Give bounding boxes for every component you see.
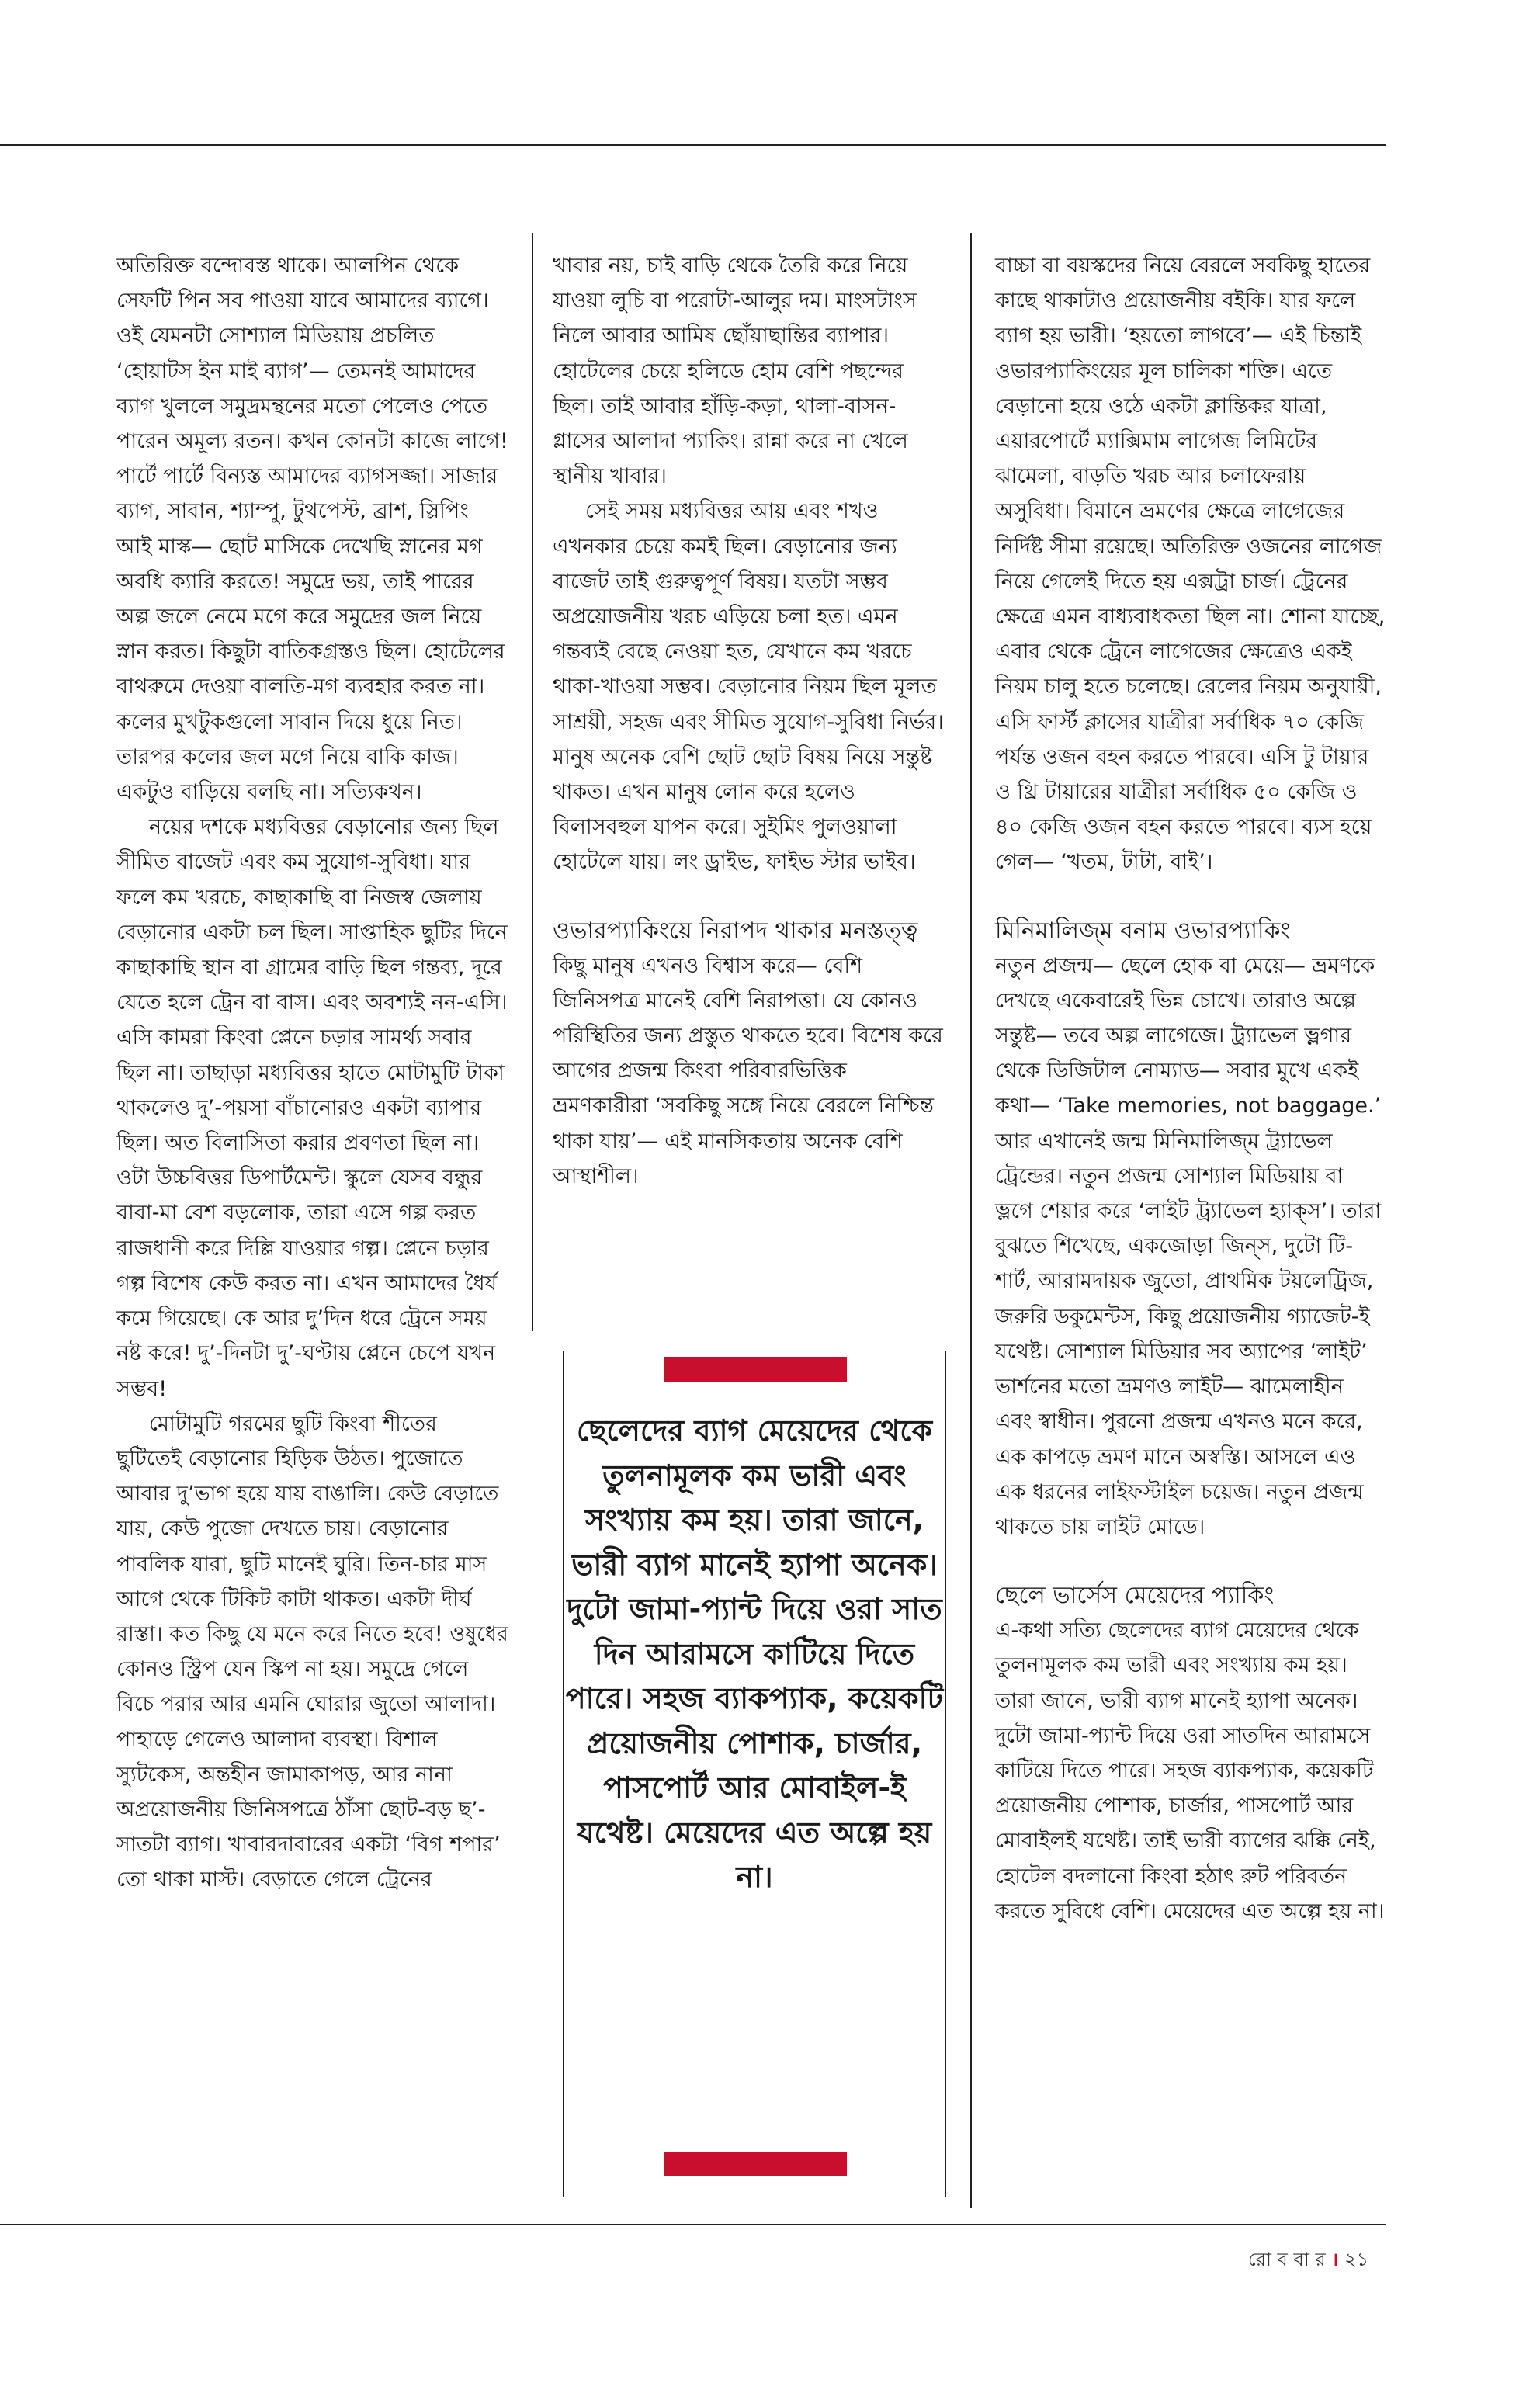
article-column-3 xyxy=(995,248,1386,1929)
section-heading: ছেলে ভার্সেস মেয়েদের প্যাকিং xyxy=(995,1582,1275,1610)
body-paragraph: মোটামুটি গরমের ছুটি কিংবা শীতের ছুটিতেই বেড়ানোর হিড়িক উঠত। পুজোতে আবার দু’ভাগ হয়ে যায় বাঙালি। কেউ বেড়াতে যায়, কেউ পুজো দেখতে চায়। বেড়ানোর পাবলিক যারা, ছুটি মানেই ঘুরি। তিন-চার মাস আগে থেকে টিকিট কাটা থাকত। একটা দীর্ঘ রাস্তা। কত কিছু যে মনে করে নিতে হবে! ওষুধের কোনও স্ট্রিপ যেন স্কিপ না হয়। সমুদ্রে গেলে বিচে পরার আর এমনি ঘোরার জুতো আলাদা। পাহাড়ে গেলেও আলাদা ব্যবস্থা। বিশাল স্যুটকেস, অন্তহীন জামাকাপড়, আর নানা অপ্রয়োজনীয় জিনিসপত্রে ঠাঁসা ছোট-বড় ছ’-সাতটা ব্যাগ। খাবারদাবারের একটা ‘বিগ শপার’ তো থাকা মাস্ট। বেড়াতে গেলে ট্রেনের xyxy=(116,1411,508,1892)
section-heading: মিনিমালিজ্‌ম বনাম ওভারপ্যাকিং xyxy=(995,917,1291,945)
pull-quote-box xyxy=(563,1351,946,2197)
body-paragraph: খাবার নয়, চাই বাড়ি থেকে তৈরি করে নিয়ে যাওয়া লুচি বা পরোটা-আলুর দম। মাংসটাংস নিলে আবার আমিষ ছোঁয়াছান্তির ব্যাপার। হোটেলের চেয়ে হলিডে হোম বেশি পছন্দের ছিল। তাই আবার হাঁড়ি-কড়া, থালা-বাসন-গ্লাসের আলাদা প্যাকিং। রান্না করে না খেলে স্থানীয় খাবার। xyxy=(553,254,917,489)
pull-quote-top-bar xyxy=(664,1357,847,1382)
page-number: ২১ xyxy=(1344,2249,1369,2270)
top-rule xyxy=(0,144,1386,146)
pull-quote-bottom-bar xyxy=(664,2152,847,2176)
footer-separator: । xyxy=(1331,2249,1339,2270)
body-paragraph: নয়ের দশকে মধ্যবিত্তর বেড়ানোর জন্য ছিল সীমিত বাজেট এবং কম সুযোগ-সুবিধা। যার ফলে কম খরচে, কাছাকাছি বা নিজস্ব জেলায় বেড়ানোর একটা চল ছিল। সাপ্তাহিক ছুটির দিনে কাছাকাছি স্থান বা গ্রামের বাড়ি ছিল গন্তব্য, দূরে যেতে হলে ট্রেন বা বাস। এবং অবশ্যই নন-এসি। এসি কামরা কিংবা প্লেনে চড়ার সামর্থ্য সবার ছিল না। তাছাড়া মধ্যবিত্তর হাতে মোটামুটি টাকা থাকলেও দু’-পয়সা বাঁচানোরও একটা ব্যাপার ছিল। অত বিলাসিতা করার প্রবণতা ছিল না। ওটা উচ্চবিত্তর ডিপার্টমেন্ট। স্কুলে যেসব বন্ধুর বাবা-মা বেশ বড়লোক, তারা এসে গল্প করত রাজধানী করে দিল্লি যাওয়ার গল্প। প্লেনে চড়ার গল্প বিশেষ কেউ করত না। এখন আমাদের ধৈর্য কমে গিয়েছে। কে আর দু’দিন ধরে ট্রেনে সময় নষ্ট করে! দু’-দিনটা দু’-ঘণ্টায় প্লেনে চেপে যখন সম্ভব! xyxy=(116,815,508,1401)
spacer xyxy=(553,880,949,914)
spacer xyxy=(995,880,1386,914)
magazine-name: রো ব বা র xyxy=(1248,2249,1326,2270)
body-paragraph: বাচ্চা বা বয়স্কদের নিয়ে বেরলে সবকিছু হাতের কাছে থাকাটাও প্রয়োজনীয় বইকি। যার ফলে ব্যাগ হয় ভারী। ‘হয়তো লাগবে’— এই চিন্তাই ওভারপ্যাকিংয়ের মূল চালিকা শক্তি। এতে বেড়ানো হয়ে ওঠে একটা ক্লান্তিকর যাত্রা, এয়ারপোর্টে ম্যাক্সিমাম লাগেজ লিমিটের ঝামেলা, বাড়তি খরচ আর চলাফেরায় অসুবিধা। বিমানে ভ্রমণের ক্ষেত্রে লাগেজের নির্দিষ্ট সীমা রয়েছে। অতিরিক্ত ওজনের লাগেজ নিয়ে গেলেই দিতে হয় এক্সট্রা চার্জ। ট্রেনের ক্ষেত্রে এমন বাধ্যবাধকতা ছিল না। শোনা যাচ্ছে, এবার থেকে ট্রেনে লাগেজের ক্ষেত্রেও একই নিয়ম চালু হতে চলেছে। রেলের নিয়ম অনুযায়ী, এসি ফার্স্ট ক্লাসের যাত্রীরা সর্বাধিক ৭০ কেজি পর্যন্ত ওজন বহন করতে পারবে। এসি টু টায়ার ও থ্রি টায়ারের যাত্রীরা সর্বাধিক ৫০ কেজি ও ৪০ কেজি ওজন বহন করতে পারবে। ব্যস হয়ে গেল— ‘খতম, টাটা, বাই’। xyxy=(995,254,1386,875)
article-column-1 xyxy=(116,248,508,1898)
page-footer xyxy=(1248,2246,1368,2277)
pull-quote-text: ছেলেদের ব্যাগ মেয়েদের থেকে তুলনামূলক কম ভারী এবং সংখ্যায় কম হয়। তারা জানে, ভারী ব্যাগ মানেই হ্যাপা অনেক। দুটো জামা-প্যান্ট দিয়ে ওরা সাত দিন আরামসে কাটিয়ে দিতে পারে। সহজ ব্যাকপ্যাক, কয়েকটি প্রয়োজনীয় পোশাক, চার্জার, পাসপোর্ট আর মোবাইল-ই যথেষ্ট। মেয়েদের এত অল্পে হয় না। xyxy=(565,1413,944,1894)
section-heading: ওভারপ্যাকিংয়ে নিরাপদ থাকার মনস্তত্ত্ব xyxy=(553,917,918,945)
spacer xyxy=(995,1545,1386,1579)
column-divider xyxy=(970,233,972,2208)
body-paragraph: কিছু মানুষ এখনও বিশ্বাস করে— বেশি জিনিসপত্র মানেই বেশি নিরাপত্তা। যে কোনও পরিস্থিতির জন্য প্রস্তুত থাকতে হবে। বিশেষ করে আগের প্রজন্ম কিংবা পরিবারভিত্তিক ভ্রমণকারীরা ‘সবকিছু সঙ্গে নিয়ে বেরলে নিশ্চিন্ত থাকা যায়’— এই মানসিকতায় অনেক বেশি আস্থাশীল। xyxy=(553,953,943,1188)
column-divider xyxy=(532,233,533,1331)
body-paragraph: সেই সময় মধ্যবিত্তর আয় এবং শখও এখনকার চেয়ে কমই ছিল। বেড়ানোর জন্য বাজেট তাই গুরুত্বপূর্ণ বিষয়। যতটা সম্ভব অপ্রয়োজনীয় খরচ এড়িয়ে চলা হত। এমন গন্তব্যই বেছে নেওয়া হত, যেখানে কম খরচে থাকা-খাওয়া সম্ভব। বেড়ানোর নিয়ম ছিল মূলত সাশ্রয়ী, সহজ এবং সীমিত সুযোগ-সুবিধা নির্ভর। মানুষ অনেক বেশি ছোট ছোট বিষয় নিয়ে সন্তুষ্ট থাকত। এখন মানুষ লোন করে হলেও বিলাসবহুল যাপন করে। সুইমিং পুলওয়ালা হোটেলে যায়। লং ড্রাইভ, ফাইভ স্টার ভাইব। xyxy=(553,499,944,875)
body-paragraph: নতুন প্রজন্ম— ছেলে হোক বা মেয়ে— ভ্রমণকে দেখছে একেবারেই ভিন্ন চোখে। তারাও অল্পে সন্তুষ্ট— তবে অল্প লাগেজে। ট্র্যাভেল ভ্লগার থেকে ডিজিটাল নোম্যাড— সবার মুখে একই কথা— ‘Take memories, not baggage.’ আর এখানেই জন্ম মিনিমালিজ্‌ম ট্র্যাভেল ট্রেন্ডের। নতুন প্রজন্ম সোশ্যাল মিডিয়ায় বা ভ্লগে শেয়ার করে ‘লাইট ট্র্যাভেল হ্যাক্‌স’। তারা বুঝতে শিখেছে, একজোড়া জিন্‌স, দুটো টি-শার্ট, আরামদায়ক জুতো, প্রাথমিক টয়লেট্রিজ, জরুরি ডকুমেন্টস, কিছু প্রয়োজনীয় গ্যাজেট-ই যথেষ্ট। সোশ্যাল মিডিয়ার সব অ্যাপের ‘লাইট’ ভার্শনের মতো ভ্রমণও লাইট— ঝামেলাহীন এবং স্বাধীন। পুরনো প্রজন্ম এখনও মনে করে, এক কাপড়ে ভ্রমণ মানে অস্বস্তি। আসলে এও এক ধরনের লাইফস্টাইল চয়েজ। নতুন প্রজন্ম থাকতে চায় লাইট মোডে। xyxy=(995,953,1382,1539)
body-paragraph: এ-কথা সত্যি ছেলেদের ব্যাগ মেয়েদের থেকে তুলনামূলক কম ভারী এবং সংখ্যায় কম হয়। তারা জানে, ভারী ব্যাগ মানেই হ্যাপা অনেক। দুটো জামা-প্যান্ট দিয়ে ওরা সাতদিন আরামসে কাটিয়ে দিতে পারে। সহজ ব্যাকপ্যাক, কয়েকটি প্রয়োজনীয় পোশাক, চার্জার, পাসপোর্ট আর মোবাইলই যথেষ্ট। তাই ভারী ব্যাগের ঝক্কি নেই, হোটেল বদলানো কিংবা হঠাৎ রুট পরিবর্তন করতে সুবিধে বেশি। মেয়েদের এত অল্পে হয় না। xyxy=(995,1618,1385,1923)
body-paragraph: অতিরিক্ত বন্দোবস্ত থাকে। আলপিন থেকে সেফটি পিন সব পাওয়া যাবে আমাদের ব্যাগে। ওই যেমনটা সোশ্যাল মিডিয়ায় প্রচলিত ‘হোয়াটস ইন মাই ব্যাগ’— তেমনই আমাদের ব্যাগ খুললে সমুদ্রমন্থনের মতো পেলেও পেতে পারেন অমূল্য রতন। কখন কোনটা কাজে লাগে! পার্টে পার্টে বিন্যস্ত আমাদের ব্যাগসজ্জা। সাজার ব্যাগ, সাবান, শ্যাম্পু, টুথপেস্ট, ব্রাশ, স্লিপিং আই মাস্ক— ছোট মাসিকে দেখেছি স্নানের মগ অবধি ক্যারি করতে! সমুদ্রে ভয়, তাই পারের অল্প জলে নেমে মগে করে সমুদ্রের জল নিয়ে স্নান করত। কিছুটা বাতিকগ্রস্তও ছিল। হোটেলের বাথরুমে দেওয়া বালতি-মগ ব্যবহার করত না। কলের মুখটুকগুলো সাবান দিয়ে ধুয়ে নিত। তারপর কলের জল মগে নিয়ে বাকি কাজ। একটুও বাড়িয়ে বলছি না। সত্যিকথন। xyxy=(116,254,508,805)
bottom-rule xyxy=(0,2224,1386,2225)
article-column-2 xyxy=(553,248,949,1194)
